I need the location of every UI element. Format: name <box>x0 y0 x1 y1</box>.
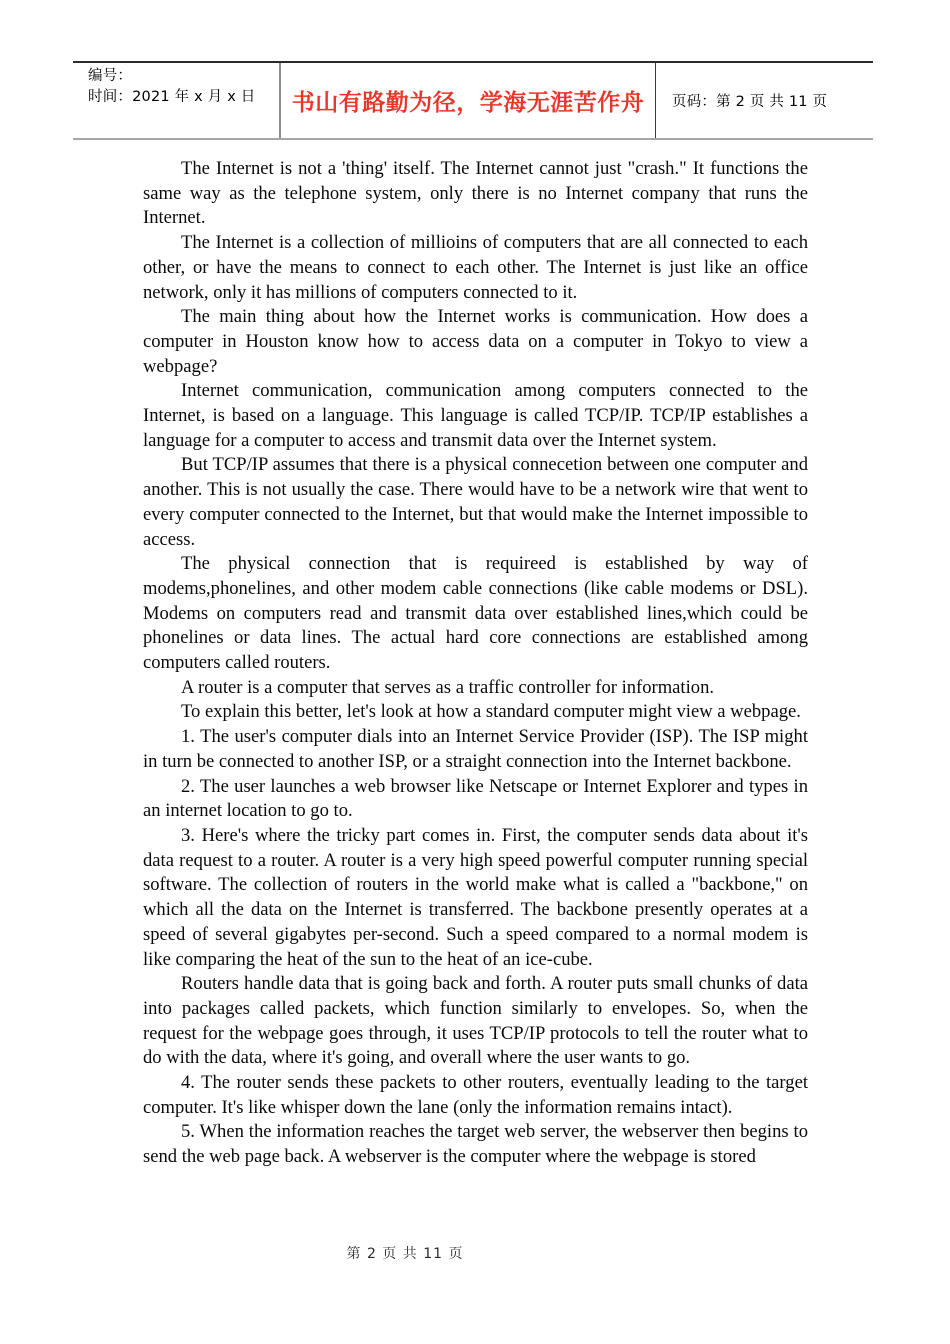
body-paragraph: Routers handle data that is going back and forth. A router puts small chunks of data into packages called packets, which function similarly to envelopes. So, when the request for the webpage goes through, it uses TCP/IP protocols to tell the router what to do with the data, where it's going, and overall where the user wants to go. <box>143 973 808 1069</box>
header-page-number-label: 页码：第 2 页 共 11 页 <box>672 94 828 110</box>
page-footer <box>0 1243 950 1263</box>
header-cell-motto <box>281 63 655 138</box>
body-paragraph: The Internet is a collection of millioins of computers that are all connected to each other, or have the means to connect to each other. The Internet is just like an office network, only it has millions of computers connected to it. <box>143 232 808 303</box>
header-motto-text: 书山有路勤为径，学海无涯苦作舟 <box>291 90 645 116</box>
body-paragraph: 2. The user launches a web browser like Netscape or Internet Explorer and types in an internet location to go to. <box>143 775 808 822</box>
footer-page-number: 第 2 页 共 11 页 <box>346 1246 464 1262</box>
body-paragraph: But TCP/IP assumes that there is a physical connecetion between one computer and another. This is not usually the case. There would have to be a network wire that went to every computer connected to the Internet, but that would make the Internet impossible to access. <box>143 454 808 550</box>
body-paragraph: The physical connection that is requireed is established by way of modems,phonelines, and other modem cable connections (like cable modems or DSL). Modems on computers read and transmit data over established lines,which could be phonelines or data lines. The actual hard core connections are established among computers called routers. <box>143 553 808 674</box>
body-paragraph: A router is a computer that serves as a traffic controller for information. <box>181 676 715 698</box>
header-document-date-label: 时间：2021 年 x 月 x 日 <box>88 89 256 105</box>
body-paragraph: 3. Here's where the tricky part comes in. First, the computer sends data about it's data request to a router. A router is a very high speed powerful computer running special software. The collection of routers in the world make what is called a "backbone," on which all the data on the Internet is transferred. The backbone presently operates at a speed of several gigabytes per-second. Such a speed compared to a normal modem is like comparing the heat of the sun to the heat of an ice-cube. <box>143 824 808 970</box>
body-paragraph: Internet communication, communication among computers connected to the Internet, is based on a language. This language is called TCP/IP. TCP/IP establishes a language for a computer to access and transmit data over the Internet system. <box>143 380 808 451</box>
body-paragraph: The main thing about how the Internet works is communication. How does a computer in Houston know how to access data on a computer in Tokyo to view a webpage? <box>143 306 808 377</box>
body-paragraph: 5. When the information reaches the target web server, the webserver then begins to send the web page back. A webserver is the computer where the webpage is stored <box>143 1121 808 1168</box>
document-body <box>143 157 808 1170</box>
body-paragraph: To explain this better, let's look at how a standard computer might view a webpage. <box>181 701 801 723</box>
header-table-bottom-border <box>73 138 873 140</box>
body-paragraph: 4. The router sends these packets to other routers, eventually leading to the target computer. It's like whisper down the lane (only the information remains intact). <box>143 1072 808 1118</box>
header-cell-document-info <box>88 66 273 108</box>
header-cell-page-number <box>672 63 872 138</box>
header-document-number-label: 编号： <box>88 68 133 84</box>
body-paragraph: 1. The user's computer dials into an Internet Service Provider (ISP). The ISP might in turn be connected to another ISP, or a straight connection into the Internet backbone. <box>143 726 808 772</box>
body-paragraph: The Internet is not a 'thing' itself. The Internet cannot just "crash." It functions the same way as the telephone system, only there is no Internet company that runs the Internet. <box>143 158 808 229</box>
header-table-divider-right <box>655 63 656 138</box>
